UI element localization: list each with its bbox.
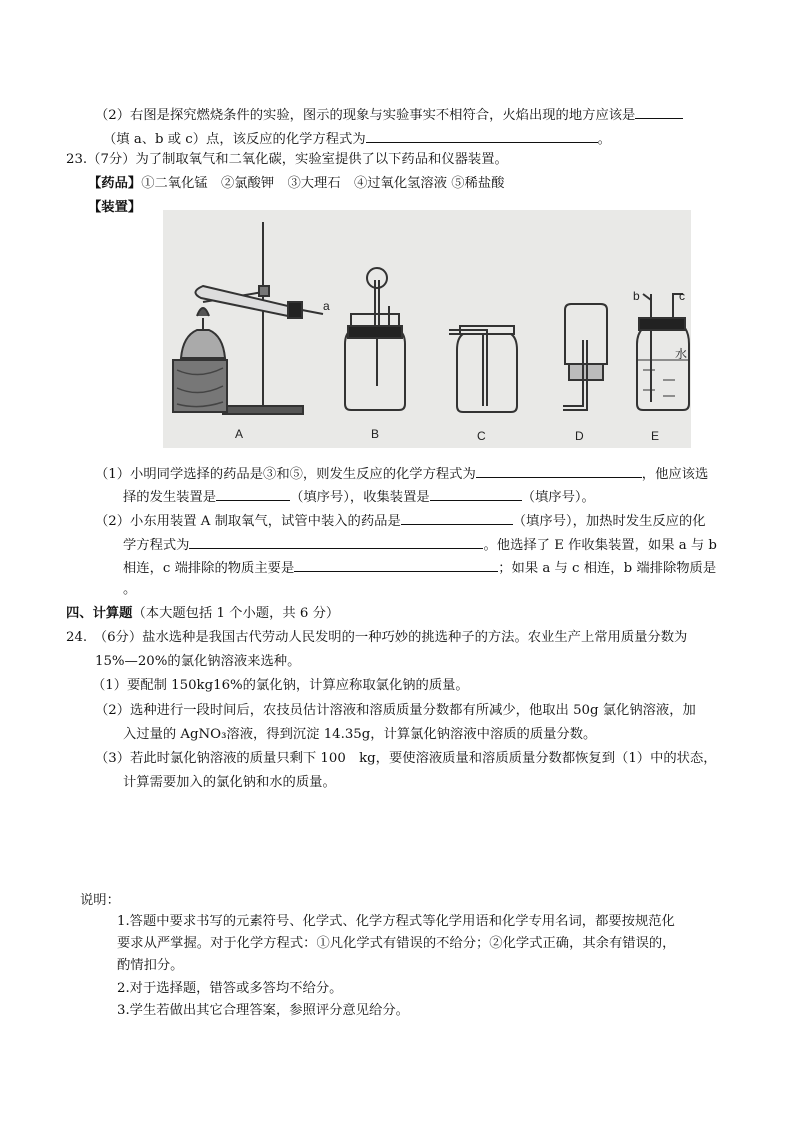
q23-part2-line1: （2）小东用装置 A 制取氧气，试管中装入的药品是 （填序号），加热时发生反应的化	[95, 510, 706, 531]
section4-heading: 四、计算题（本大题包括 1 个小题，共 6 分）	[66, 606, 340, 621]
mark-a: a	[323, 299, 330, 313]
label-e: E	[651, 429, 660, 443]
notes-title: 说明：	[80, 893, 120, 908]
apparatus-b	[345, 268, 405, 410]
answer-blank-equation[interactable]	[366, 128, 598, 143]
apparatus-c	[449, 326, 517, 412]
q23-part1-line1: （1）小明同学选择的药品是③和⑤，则发生反应的化学方程式为 ，他应该选	[95, 463, 708, 484]
q24-part2-line1: （2）选种进行一段时间后，农技员估计溶液和溶质质量分数都有所减少，他取出 50g 氯化钠溶液，加	[95, 703, 696, 718]
mark-c: c	[679, 289, 685, 303]
apparatus-figure	[163, 210, 691, 448]
q23-reagents: 【药品】①二氧化锰 ②氯酸钾 ③大理石 ④过氧化氢溶液 ⑤稀盐酸	[88, 176, 505, 191]
label-d: D	[575, 429, 584, 443]
q24-stem-line1: 24. （6分）盐水选种是我国古代劳动人民发明的一种巧妙的挑选种子的方法。农业生产上常用质量分数为	[66, 630, 688, 645]
q22-part2-line1: （2）右图是探究燃烧条件的实验，图示的现象与实验事实不相符合，火焰出现的地方应该是	[95, 104, 683, 125]
answer-blank-generator[interactable]	[216, 486, 290, 501]
notes-item-1-line2: 要求从严掌握。对于化学方程式：①凡化学式有错误的不给分；②化学式正确，其余有错误的，	[117, 936, 676, 951]
label-a: A	[235, 427, 244, 441]
answer-blank-co2-equation[interactable]	[476, 463, 642, 478]
answer-blank-collector[interactable]	[430, 486, 522, 501]
q23-part1-line2: 择的发生装置是 （填序号），收集装置是 （填序号）。	[123, 486, 595, 507]
notes-item-3: 3.学生若做出其它合理答案，参照评分意见给分。	[117, 1003, 409, 1018]
notes-item-2: 2.对于选择题，错答或多答均不给分。	[117, 981, 343, 996]
q24-stem-line2: 15%—20%的氯化钠溶液来选种。	[95, 654, 301, 669]
notes-item-1-line3: 酌情扣分。	[117, 958, 184, 973]
answer-blank-o2-equation[interactable]	[189, 534, 483, 549]
q24-part1: （1）要配制 150kg16%的氯化钠，计算应称取氯化钠的质量。	[92, 678, 469, 693]
answer-blank-c-end[interactable]	[294, 557, 498, 572]
apparatus-d	[563, 304, 607, 410]
mark-b: b	[633, 289, 640, 303]
mark-water: 水	[675, 347, 688, 361]
q23-apparatus-label: 【装置】	[88, 200, 142, 215]
answer-blank-reagents[interactable]	[401, 510, 513, 525]
q24-part3-line1: （3）若此时氯化钠溶液的质量只剩下 100 kg，要使溶液质量和溶质质量分数都恢复到（1）中的状态，	[95, 751, 717, 766]
label-b: B	[371, 427, 380, 441]
q23-part2-line4: 。	[123, 582, 137, 597]
q23-part2-line2: 学方程式为 。他选择了 E 作收集装置，如果 a 与 b	[123, 534, 717, 555]
q22-part2-line2: （填 a、b 或 c）点，该反应的化学方程式为 。	[103, 128, 611, 149]
answer-blank-flame-point[interactable]	[635, 104, 683, 119]
q24-part2-line2: 入过量的 AgNO₃溶液，得到沉淀 14.35g，计算氯化钠溶液中溶质的质量分数。	[123, 727, 597, 742]
notes-item-1-line1: 1.答题中要求书写的元素符号、化学式、化学方程式等化学用语和化学专用名词，都要按规范化	[117, 914, 675, 929]
apparatus-a	[173, 222, 323, 414]
label-c: C	[477, 429, 486, 443]
q24-part3-line2: 计算需要加入的氯化钠和水的质量。	[123, 775, 336, 790]
q23-part2-line3: 相连，c 端排除的物质主要是 ；如果 a 与 c 相连，b 端排除物质是	[123, 557, 716, 578]
q23-stem: 23.（7分）为了制取氧气和二氧化碳，实验室提供了以下药品和仪器装置。	[66, 152, 508, 167]
